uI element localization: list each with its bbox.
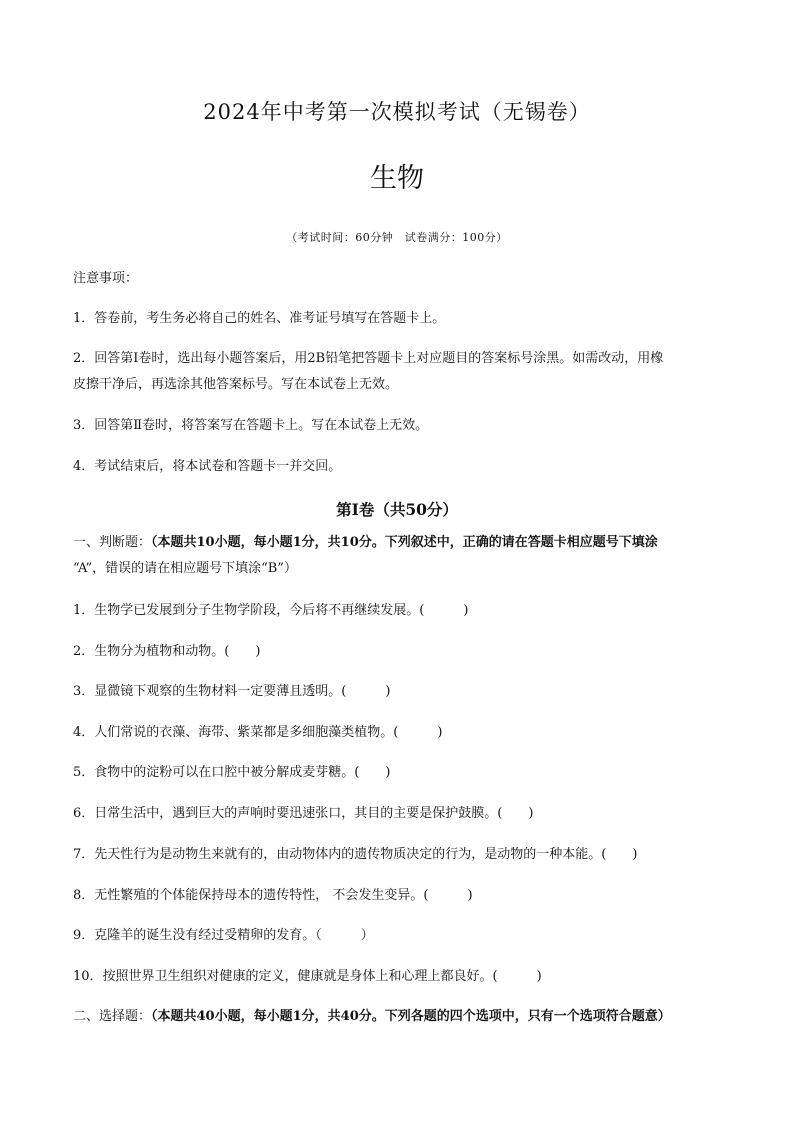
question-item: 6．日常生活中，遇到巨大的声响时要迅速张口，其目的主要是保护鼓膜。( ) [73,806,534,821]
notice-item-continued: 皮擦干净后，再选涂其他答案标号。写在本试卷上无效。 [73,377,399,392]
notice-item: 3．回答第Ⅱ卷时，将答案写在答题卡上。写在本试卷上无效。 [73,418,429,433]
part1-instruction-text: （本题共10小题，每小题1分，共10分。下列叙述中，正确的请在答题卡相应题号下填涂 [151,535,658,550]
question-item: 8．无性繁殖的个体能保持母本的遗传特性， 不会发生变异。( ) [73,888,473,903]
part2-instruction [73,1005,733,1029]
notice-item: 4．考试结束后，将本试卷和答题卡一并交回。 [73,459,342,474]
part1-label: 一、判断题： [73,535,152,550]
question-item: 5．食物中的淀粉可以在口腔中被分解成麦芽糖。( ) [73,765,391,780]
question-item: 3．显微镜下观察的生物材料一定要薄且透明。( ) [73,684,391,699]
part2-instruction-text: （本题共40小题，每小题1分，共40分。下列各题的四个选项中，只有一个选项符合题意） [151,1009,671,1024]
part1-instruction [73,531,733,555]
question-item: 10．按照世界卫生组织对健康的定义，健康就是身体上和心理上都良好。( ) [73,969,542,984]
subject-heading: 生物 [370,163,424,194]
question-item: 2．生物分为植物和动物。( ) [73,644,261,659]
question-item: 4．人们常说的衣藻、海带、紫菜都是多细胞藻类植物。( ) [73,725,443,740]
part1-instruction-continued: “A”，错误的请在相应题号下填涂“B”） [73,561,297,576]
exam-title: 2024年中考第一次模拟考试（无锡卷） [203,100,591,124]
notice-item: 2．回答第Ⅰ卷时，选出每小题答案后，用2B铅笔把答题卡上对应题目的答案标号涂黑。如需改动，用橡 [73,351,664,366]
notice-item: 1．答卷前，考生务必将自己的姓名、准考证号填写在答题卡上。 [73,311,446,326]
question-item: 1．生物学已发展到分子生物学阶段，今后将不再继续发展。( ) [73,603,469,618]
notice-heading: 注意事项： [73,271,139,286]
section-title: 第Ⅰ卷（共50分） [336,500,458,519]
exam-meta: （考试时间：60分钟 试卷满分：100分） [286,231,508,244]
question-item: 7．先天性行为是动物生来就有的，由动物体内的遗传物质决定的行为，是动物的一种本能。( ) [73,847,638,862]
question-item: 9．克隆羊的诞生没有经过受精卵的发育。（ ） [73,928,374,943]
part2-label: 二、选择题： [73,1009,152,1024]
